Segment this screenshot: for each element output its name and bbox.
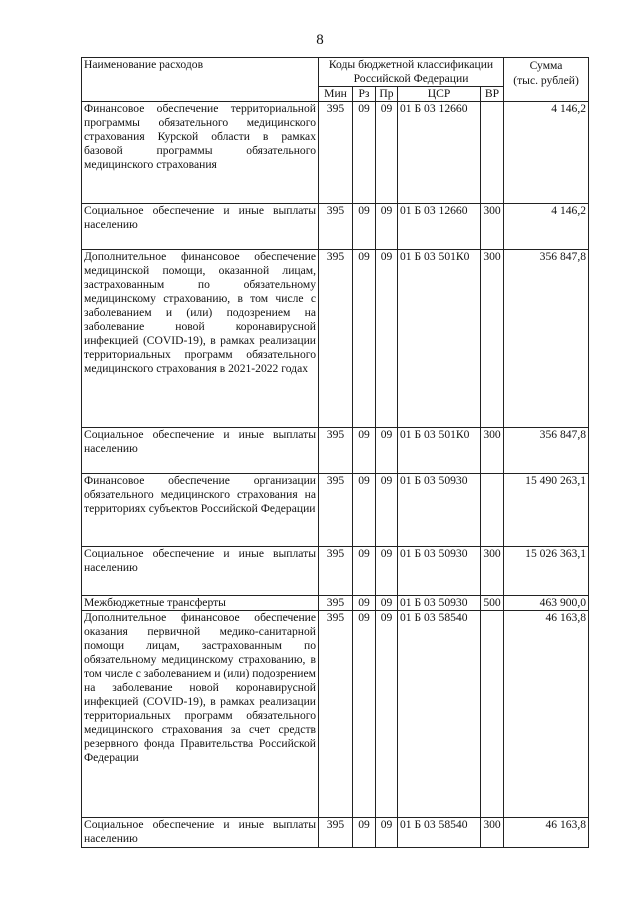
row-min: 395: [319, 596, 353, 611]
row-csr: 01 Б 03 12660: [398, 204, 481, 250]
row-rz: 09: [353, 474, 376, 547]
header-sum-line1: Сумма: [529, 59, 563, 72]
row-vr: [481, 474, 504, 547]
row-csr: 01 Б 03 50930: [398, 474, 481, 547]
row-sum: 46 163,8: [504, 611, 589, 818]
table-row: [82, 204, 589, 250]
table-row: [82, 428, 589, 474]
row-pr: 09: [376, 611, 398, 818]
row-vr: 300: [481, 204, 504, 250]
row-pr: 09: [376, 250, 398, 428]
row-min: 395: [319, 204, 353, 250]
row-pr: 09: [376, 818, 398, 848]
header-min: Мин: [319, 87, 353, 102]
row-name: Социальное обеспечение и иные выплаты населению: [82, 818, 319, 848]
row-vr: 300: [481, 818, 504, 848]
row-vr: 300: [481, 428, 504, 474]
row-min: 395: [319, 611, 353, 818]
row-sum: 356 847,8: [504, 250, 589, 428]
row-vr: [481, 102, 504, 204]
budget-table: [81, 57, 589, 848]
row-min: 395: [319, 250, 353, 428]
header-codes-line2: Российской Федерации: [353, 72, 469, 85]
table-row: [82, 474, 589, 547]
row-csr: 01 Б 03 58540: [398, 611, 481, 818]
row-min: 395: [319, 474, 353, 547]
row-csr: 01 Б 03 501К0: [398, 428, 481, 474]
row-min: 395: [319, 428, 353, 474]
row-min: 395: [319, 547, 353, 596]
header-csr: ЦСР: [398, 87, 481, 102]
row-sum: 4 146,2: [504, 102, 589, 204]
row-sum: 15 026 363,1: [504, 547, 589, 596]
table-row: [82, 818, 589, 848]
row-rz: 09: [353, 547, 376, 596]
page-number: 8: [316, 32, 324, 48]
row-name: Дополнительное финансовое обеспечение оказания первичной медико-санитарной помощи лицам, застрахованным по обязательному медицинскому страхованию, в том числе с заболеванием и (или) подозрением на заболевание новой коронавирусной инфекцией (COVID-19), в рамках реализации территориальных программ обязательного медицинского страхования за счет средств резервного фонда Правительства Российской Федерации: [82, 611, 319, 818]
table-row: [82, 611, 589, 818]
header-rz: Рз: [353, 87, 376, 102]
header-name: Наименование расходов: [82, 58, 319, 102]
row-pr: 09: [376, 428, 398, 474]
header-codes-line1: Коды бюджетной классификации: [328, 58, 494, 71]
row-rz: 09: [353, 596, 376, 611]
row-sum: 356 847,8: [504, 428, 589, 474]
row-name: Социальное обеспечение и иные выплаты населению: [82, 547, 319, 596]
header-codes: [319, 58, 504, 87]
row-rz: 09: [353, 250, 376, 428]
row-name: Финансовое обеспечение организации обязательного медицинского страхования на территориях субъектов Российской Федерации: [82, 474, 319, 547]
row-sum: 463 900,0: [504, 596, 589, 611]
header-vr: ВР: [481, 87, 504, 102]
row-pr: 09: [376, 102, 398, 204]
row-vr: [481, 611, 504, 818]
row-pr: 09: [376, 474, 398, 547]
header-pr: Пр: [376, 87, 398, 102]
row-rz: 09: [353, 611, 376, 818]
header-sum-line2: (тыс. рублей): [513, 74, 579, 87]
row-vr: 300: [481, 547, 504, 596]
table-row: [82, 596, 589, 611]
row-csr: 01 Б 03 12660: [398, 102, 481, 204]
row-vr: 500: [481, 596, 504, 611]
row-min: 395: [319, 102, 353, 204]
row-csr: 01 Б 03 50930: [398, 596, 481, 611]
row-vr: 300: [481, 250, 504, 428]
header-sum: [504, 58, 589, 102]
table-row: [82, 102, 589, 204]
row-csr: 01 Б 03 50930: [398, 547, 481, 596]
row-csr: 01 Б 03 58540: [398, 818, 481, 848]
row-pr: 09: [376, 204, 398, 250]
row-rz: 09: [353, 102, 376, 204]
row-sum: 4 146,2: [504, 204, 589, 250]
row-sum: 46 163,8: [504, 818, 589, 848]
row-rz: 09: [353, 204, 376, 250]
row-sum: 15 490 263,1: [504, 474, 589, 547]
row-csr: 01 Б 03 501К0: [398, 250, 481, 428]
table-row: [82, 250, 589, 428]
row-rz: 09: [353, 818, 376, 848]
row-name: Финансовое обеспечение территориальной программы обязательного медицинского страхования Курской области в рамках базовой программы обязательного медицинского страхования: [82, 102, 319, 204]
row-name: Межбюджетные трансферты: [82, 596, 319, 611]
table-row: [82, 547, 589, 596]
row-name: Социальное обеспечение и иные выплаты населению: [82, 428, 319, 474]
row-name: Социальное обеспечение и иные выплаты населению: [82, 204, 319, 250]
row-pr: 09: [376, 596, 398, 611]
row-rz: 09: [353, 428, 376, 474]
row-pr: 09: [376, 547, 398, 596]
header-row: [82, 58, 589, 87]
row-min: 395: [319, 818, 353, 848]
row-name: Дополнительное финансовое обеспечение медицинской помощи, оказанной лицам, застрахованным по обязательному медицинскому страхованию, в том числе с заболеванием и (или) подозрением на заболевание новой коронавирусной инфекцией (COVID-19), в рамках реализации территориальных программ обязательного медицинского страхования в 2021-2022 годах: [82, 250, 319, 428]
